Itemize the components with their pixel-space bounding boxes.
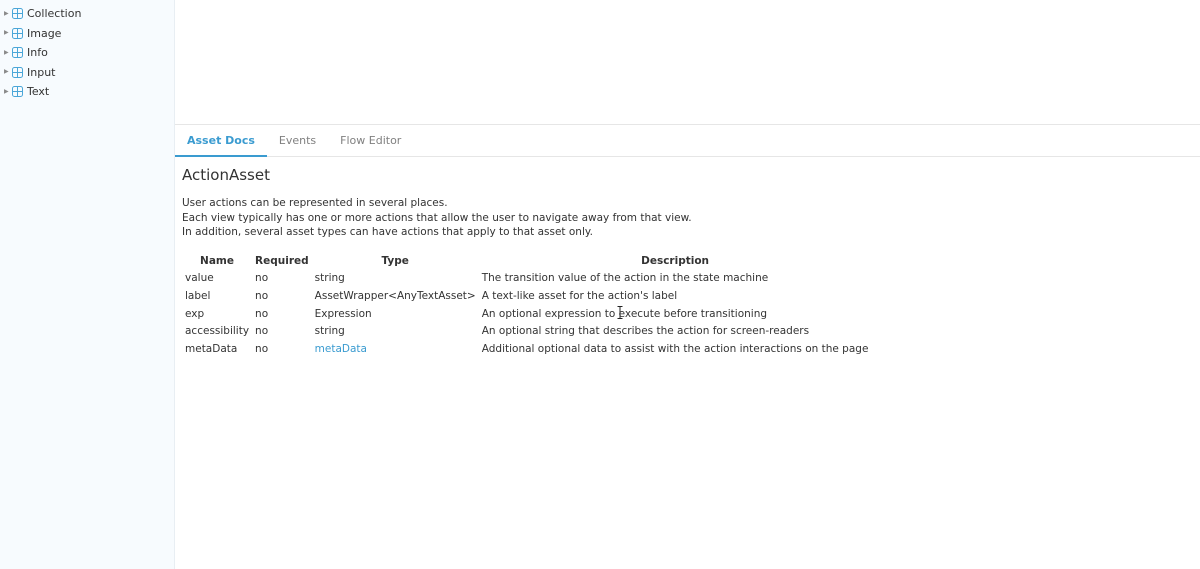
preview-area <box>175 0 1200 125</box>
asset-docs <box>175 166 1200 358</box>
grid-icon <box>12 28 23 39</box>
sidebar-item-image[interactable] <box>0 24 174 44</box>
tab-asset-docs[interactable]: Asset Docs <box>175 125 267 156</box>
prop-description: An optional expression to execute before transitioning <box>481 307 768 320</box>
table-row <box>182 305 871 323</box>
prop-type: string <box>314 272 345 285</box>
sidebar-item-label: Collection <box>27 7 82 21</box>
sidebar-item-label: Image <box>27 26 62 40</box>
table-row <box>182 270 871 288</box>
prop-type: AssetWrapper<AnyTextAsset> <box>314 290 476 303</box>
grid-icon <box>12 8 23 19</box>
prop-name: value <box>185 272 214 285</box>
metadata-type-link[interactable]: metaData <box>314 343 367 356</box>
sidebar-item-collection[interactable] <box>0 4 174 24</box>
prop-name: accessibility <box>185 325 250 338</box>
prop-required: no <box>255 343 269 356</box>
sidebar-item-label: Info <box>27 46 48 60</box>
grid-icon <box>12 67 23 78</box>
description-line: User actions can be represented in several places. <box>182 197 448 209</box>
sidebar <box>0 0 175 569</box>
table-row <box>182 340 871 358</box>
asset-tree <box>0 4 174 102</box>
sidebar-item-info[interactable] <box>0 43 174 63</box>
tab-events[interactable]: Events <box>278 134 317 147</box>
prop-name: metaData <box>185 343 238 356</box>
prop-description: A text-like asset for the action's label <box>481 290 678 303</box>
page-title: ActionAsset <box>182 166 270 184</box>
caret-right-icon[interactable]: ▶ <box>4 87 9 95</box>
asset-description <box>182 196 1200 240</box>
text-cursor-icon <box>617 304 623 317</box>
column-header-description: Description <box>641 254 710 267</box>
prop-description: An optional string that describes the action for screen-readers <box>481 325 810 338</box>
prop-type: string <box>314 325 345 338</box>
prop-description: The transition value of the action in the state machine <box>481 272 769 285</box>
column-header-required: Required <box>255 254 309 267</box>
caret-right-icon[interactable]: ▶ <box>4 29 9 37</box>
main-panel <box>175 0 1200 569</box>
prop-description: Additional optional data to assist with the action interactions on the page <box>481 343 869 356</box>
prop-type: Expression <box>314 307 372 320</box>
properties-table <box>182 252 871 358</box>
sidebar-item-text[interactable] <box>0 82 174 102</box>
grid-icon <box>12 86 23 97</box>
prop-required: no <box>255 325 269 338</box>
prop-required: no <box>255 290 269 303</box>
caret-right-icon[interactable]: ▶ <box>4 9 9 17</box>
prop-name: exp <box>185 307 205 320</box>
prop-type <box>312 340 479 358</box>
caret-right-icon[interactable]: ▶ <box>4 48 9 56</box>
grid-icon <box>12 47 23 58</box>
sidebar-item-label: Text <box>27 85 50 99</box>
prop-name: label <box>185 290 211 303</box>
prop-required: no <box>255 272 269 285</box>
table-header-row <box>182 252 871 270</box>
description-line: In addition, several asset types can have actions that apply to that asset only. <box>182 226 593 238</box>
sidebar-item-input[interactable] <box>0 63 174 83</box>
prop-required: no <box>255 307 269 320</box>
sidebar-item-label: Input <box>27 65 56 79</box>
table-row <box>182 323 871 341</box>
table-row <box>182 287 871 305</box>
column-header-name: Name <box>200 254 234 267</box>
description-line: Each view typically has one or more actions that allow the user to navigate away from that view. <box>182 211 692 224</box>
tab-flow-editor[interactable]: Flow Editor <box>340 134 402 147</box>
column-header-type: Type <box>381 254 409 267</box>
caret-right-icon[interactable]: ▶ <box>4 68 9 76</box>
tab-bar <box>175 125 1200 157</box>
